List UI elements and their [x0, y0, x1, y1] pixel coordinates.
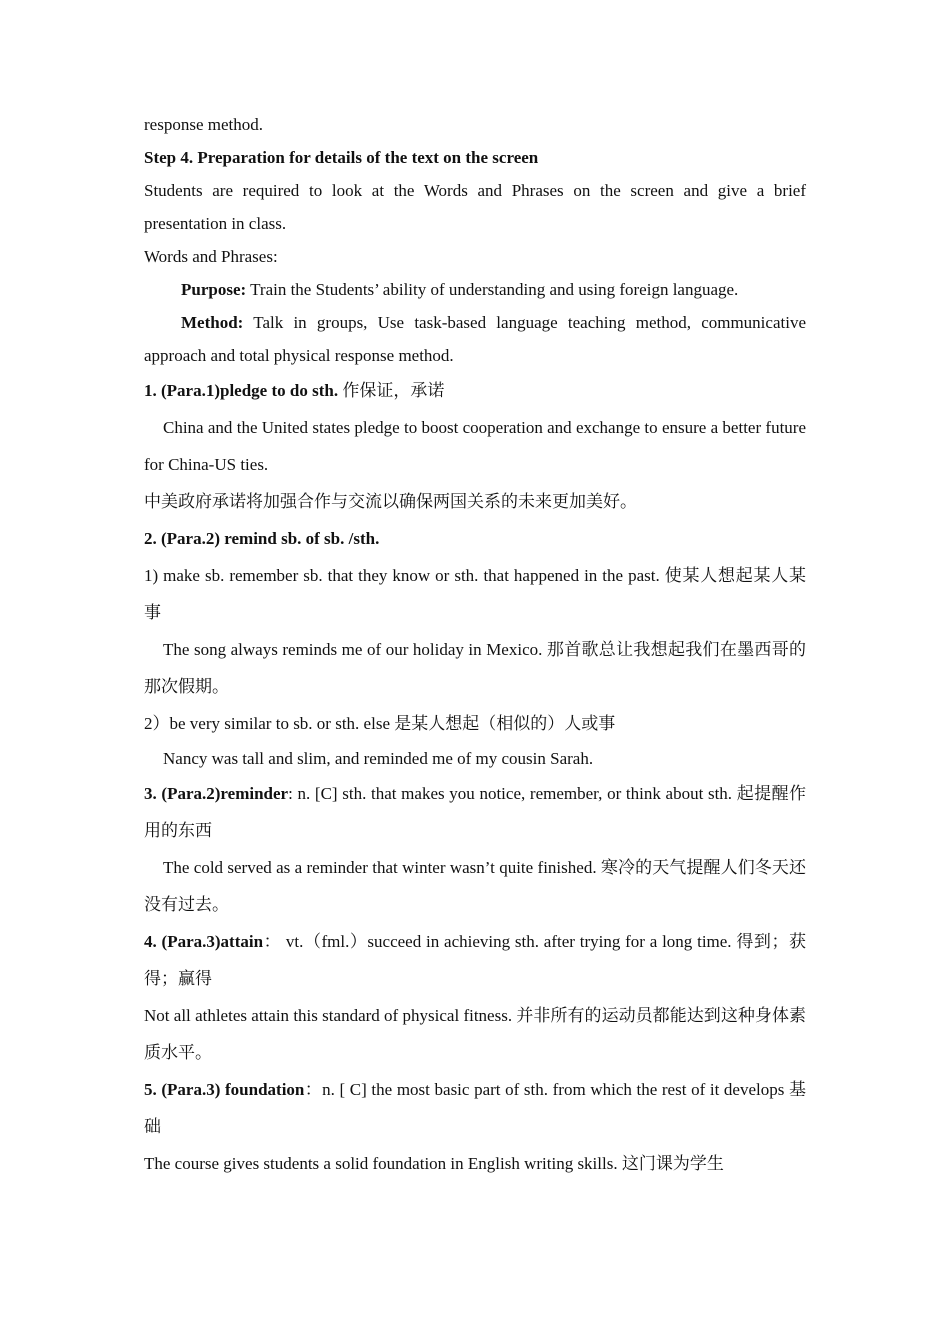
item-heading: 2. (Para.2) remind sb. of sb. /sth. — [144, 529, 380, 548]
example-sentence: Nancy was tall and slim, and reminded me of my cousin Sarah. — [163, 749, 594, 768]
document-page — [144, 108, 806, 1182]
purpose-label: Purpose: — [181, 280, 247, 299]
example-sentence: The course gives students a solid foundation in English writing skills. 这门课为学生 — [144, 1154, 724, 1173]
item-heading: 4. (Para.3)attain： vt.（fml.）succeed in achieving sth. after trying for a long time. 得到；获得；赢得 — [144, 932, 806, 988]
paragraph: Students are required to look at the Words and Phrases on the screen and give a brief presentation in class. — [144, 181, 806, 233]
purpose-paragraph: Purpose: Train the Students’ ability of understanding and using foreign language. — [181, 280, 739, 299]
item-heading: 3. (Para.2)reminder: n. [C] sth. that makes you notice, remember, or think about sth. 起提醒作用的东西 — [144, 784, 806, 840]
method-paragraph: Method: Talk in groups, Use task-based language teaching method, communicative approach and total physical response method. — [144, 313, 806, 365]
sense-definition: 2）be very similar to sb. or sth. else 是某人想起（相似的）人或事 — [144, 714, 616, 733]
method-label: Method: — [181, 313, 244, 332]
step-heading: Step 4. Preparation for details of the text on the screen — [144, 148, 539, 167]
example-sentence: The cold served as a reminder that winter wasn’t quite finished. 寒冷的天气提醒人们冬天还没有过去。 — [144, 858, 806, 914]
text-line: response method. — [144, 115, 263, 134]
item-heading: 5. (Para.3) foundation：n. [ C] the most basic part of sth. from which the rest of it develops 基础 — [144, 1080, 806, 1136]
example-sentence: Not all athletes attain this standard of physical fitness. 并非所有的运动员都能达到这种身体素质水平。 — [144, 1006, 806, 1062]
text-line: Words and Phrases: — [144, 247, 278, 266]
example-sentence: The song always reminds me of our holiday in Mexico. 那首歌总让我想起我们在墨西哥的那次假期。 — [144, 640, 806, 696]
sense-definition: 1) make sb. remember sb. that they know or sth. that happened in the past. 使某人想起某人某事 — [144, 566, 806, 622]
example-sentence: China and the United states pledge to boost cooperation and exchange to ensure a better future for China-US ties. — [144, 418, 806, 474]
translation: 中美政府承诺将加强合作与交流以确保两国关系的未来更加美好。 — [144, 492, 637, 511]
item-heading: 1. (Para.1)pledge to do sth. 作保证，承诺 — [144, 381, 445, 400]
